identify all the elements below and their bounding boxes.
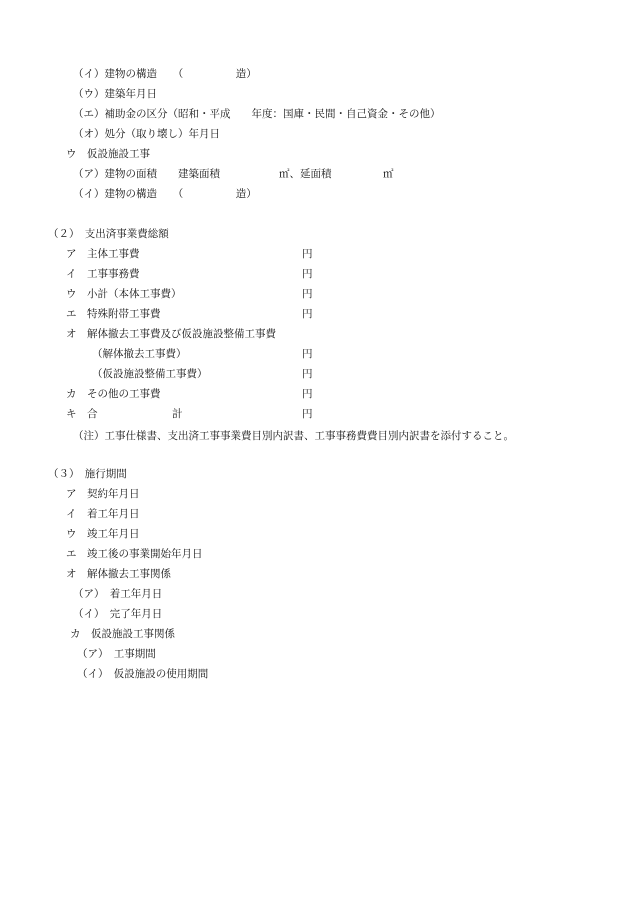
completion-date-label: ウ 竣工年月日: [66, 528, 140, 540]
currency-unit: 円: [302, 268, 313, 280]
floor-area-unit: ㎡: [383, 168, 394, 180]
subsidy-category-line: （エ）補助金の区分（昭和・平成 年度：国庫・民間・自己資金・その他）: [73, 108, 441, 120]
building-area-label: （ア）建物の面積 建築面積: [73, 168, 220, 180]
currency-unit: 円: [302, 408, 313, 420]
temp-facility-section-label: カ 仮設施設工事関係: [70, 628, 175, 640]
disposal-line: （オ）処分（取り壊し）年月日: [73, 128, 220, 140]
temp-facility-cost-label: （仮設施設整備工事費）: [92, 368, 208, 380]
start-date-label: イ 着工年月日: [66, 508, 140, 520]
currency-unit: 円: [302, 388, 313, 400]
special-ancillary-cost-label: エ 特殊附帯工事費: [66, 308, 161, 320]
main-construction-cost-label: ア 主体工事費: [66, 248, 140, 260]
currency-unit: 円: [302, 248, 313, 260]
temp-facility-title: ウ 仮設施設工事: [66, 148, 150, 160]
currency-unit: 円: [302, 368, 313, 380]
currency-unit: 円: [302, 348, 313, 360]
construction-year-line: （ウ）建築年月日: [73, 88, 157, 100]
demolition-section-label: オ 解体撤去工事関係: [66, 568, 171, 580]
attachment-note: （注）工事仕様書、支出済工事事業費目別内訳書、工事事務費費目別内訳書を添付すること。: [73, 430, 514, 442]
building-area-unit: ㎡、延面積: [279, 168, 332, 180]
currency-unit: 円: [302, 288, 313, 300]
currency-unit: 円: [302, 308, 313, 320]
business-start-date-label: エ 竣工後の事業開始年月日: [66, 548, 203, 560]
temp-facility-usage-period-label: （イ） 仮設施設の使用期間: [77, 668, 209, 680]
construction-period-label: （ア） 工事期間: [77, 648, 156, 660]
total-label-part2: 計: [172, 408, 183, 420]
contract-date-label: ア 契約年月日: [66, 488, 140, 500]
demolition-and-temp-cost-label: オ 解体撤去工事費及び仮設施設整備工事費: [66, 328, 276, 340]
section3-heading: （３） 施行期間: [48, 468, 127, 480]
total-label-part1: キ 合: [66, 408, 98, 420]
other-construction-cost-label: カ その他の工事費: [66, 388, 161, 400]
office-expense-label: イ 工事事務費: [66, 268, 140, 280]
subtotal-label: ウ 小計（本体工事費）: [66, 288, 182, 300]
demolition-end-date-label: （イ） 完了年月日: [73, 608, 163, 620]
temp-building-structure-line: （イ）建物の構造 （ 造）: [73, 188, 257, 200]
building-structure-line: （イ）建物の構造 （ 造）: [73, 68, 257, 80]
demolition-cost-label: （解体撤去工事費）: [92, 348, 187, 360]
demolition-start-date-label: （ア） 着工年月日: [73, 588, 163, 600]
section2-heading: （２） 支出済事業費総額: [48, 228, 169, 240]
